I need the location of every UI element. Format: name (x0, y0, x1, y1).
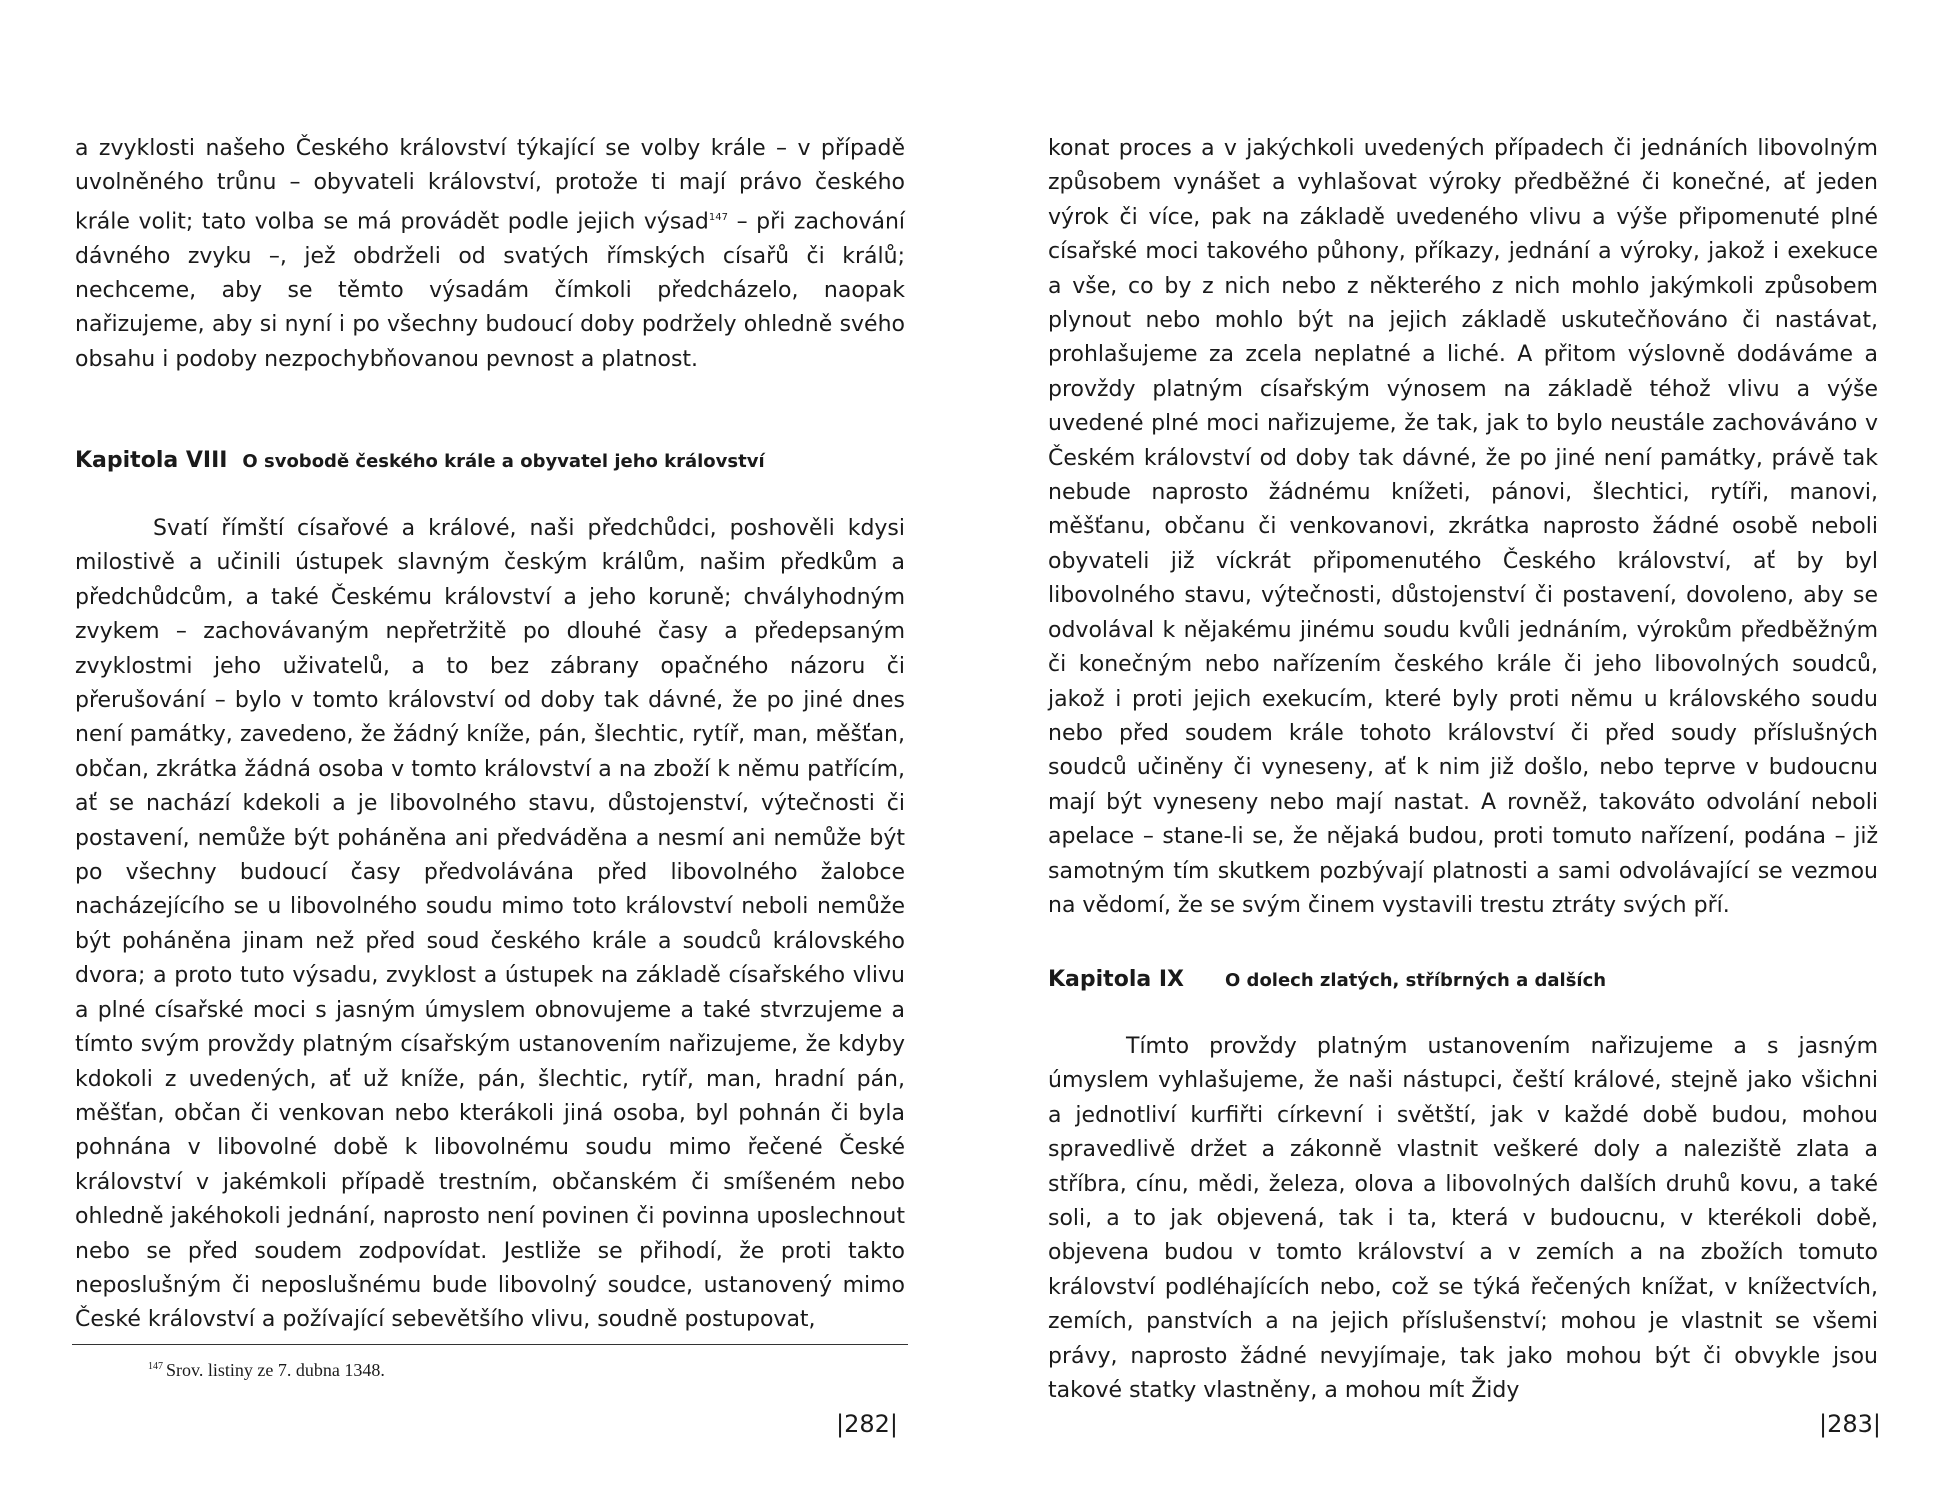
footnote-divider (72, 1344, 908, 1345)
left-intro-text: a zvyklosti našeho Českého království týkající se volby krále – v případě uvolněného trůnu – obyvateli království, protože ti mají právo českého krále volit; tato volba se má provádět podle jejich výsad (75, 136, 905, 235)
left-intro-continuation: – při zachování dávného zvyku –, jež obdrželi od svatých římských císařů či králů; nechceme, aby se těmto výsadám čímkoli předcházelo, naopak nařizujeme, aby si nyní i po všechny budoucí doby podržely ohledně svého obsahu i podoby nezpochybňovanou pevnost a platnost. (75, 209, 906, 372)
footnote-mark: 147 (148, 1361, 163, 1372)
chapter-heading-viii (75, 448, 765, 473)
left-body-text: Svatí římští císařové a králové, naši předchůdci, poshověli kdysi milostivě a učinili ústupek slavným českým králům, našim předkům a předchůdcům, a také Českému království a jeho koruně; chvályhodným zvykem – zachovávaným nepřetržitě po dlouhé časy a předepsaným zvyklostmi jeho uživatelů, a to bez zábrany opačného názoru či přerušování – bylo v tomto království od doby tak dávné, že po jiné dnes není památky, zavedeno, že žádný kníže, pán, šlechtic, rytíř, man, měšťan, občan, zkrátka žádná osoba v tomto království a na zboží k němu patřícím, ať se nachází kdekoli a je libovolného stavu, důstojenství, výtečnosti či postavení, nemůže být poháněna ani předváděna a nesmí ani nemůže být po všechny budoucí časy předvolávána před libovolného žalobce nacházejícího se u libovolného soudu mimo toto království neboli nemůže být poháněna jinam než před soud českého krále a soudců královského dvora; a proto tuto výsadu, zvyklost a ústupek na základě císařského vlivu a plné císařské moci s jasným úmyslem obnovujeme a také stvrzujeme a tímto svým provždy platným císařským ustanovením nařizujeme, že kdyby kdokoli z uvedených, ať už kníže, pán, šlechtic, rytíř, man, hradní pán, měšťan, občan či venkovan nebo kterákoli jiná osoba, byl pohnán či byla pohnána v libovolné době k libovolnému soudu mimo řečené České království v jakémkoli případě trestním, občanském či smíšeném nebo ohledně jakéhokoli jednání, naprosto není povinen či povinna uposlechnout nebo se před soudem zodpovídat. Jestliže se přihodí, že proti takto neposlušným či neposlušnému bude libovolný soudce, ustanovený mimo České království a požívající sebevětšího vlivu, soudně postupovat, (75, 516, 905, 1333)
page-number-right: |283| (1819, 1410, 1881, 1438)
footnote-reference[interactable]: 147 (708, 211, 728, 223)
left-intro-paragraph (75, 132, 905, 377)
left-body-paragraph (75, 512, 905, 1338)
right-intro-paragraph (1048, 132, 1878, 923)
page-number-left: |282| (836, 1410, 898, 1438)
right-body-paragraph (1048, 1030, 1878, 1408)
right-intro-text: konat proces a v jakýchkoli uvedených případech či jednáních libovolným způsobem vynášet a vyhlašovat výroky předběžné či konečné, ať jeden výrok či více, pak na základě uvedeného vlivu a výše připomenuté plné císařské moci takového půhony, příkazy, jednání a výroky, jakož i exekuce a vše, co by z nich nebo z některého z nich mohlo jakýmkoli způsobem plynout nebo mohlo být na jejich základě uskutečňováno či nastávat, prohlašujeme za zcela neplatné a liché. A přitom výslovně dodáváme a provždy platným císařským výnosem na základě téhož vlivu a výše uvedené plné moci nařizujeme, že tak, jak to bylo neustále zachováváno v Českém království od doby tak dávné, že po jiné není památky, právě tak nebude naprosto žádnému knížeti, pánovi, šlechtici, rytíři, manovi, měšťanu, občanu či venkovanovi, zkrátka naprosto žádné osobě neboli obyvateli již víckrát připomenutého Českého království, ať by byl libovolného stavu, výtečnosti, důstojenství či postavení, dovoleno, aby se odvolával k nějakému jinému soudu kvůli jednáním, výrokům předběžným či konečným nebo nařízením českého krále či jeho libovolných soudců, jakož i proti jejich exekucím, které byly proti němu u královského soudu nebo před soudem krále tohoto království či před soudy příslušných soudců učiněny či vyneseny, ať k nim již došlo, nebo teprve v budoucnu mají být vyneseny nebo mají nastat. A rovněž, takováto odvolání neboli apelace – stane-li se, že nějaká budou, proti tomuto nařízení, podána – již samotným tím skutkem pozbývají platnosti a sami odvolávající se vezmou na vědomí, že se svým činem vystavili trestu ztráty svých pří. (1048, 136, 1878, 918)
chapter-title: O svobodě českého krále a obyvatel jeho království (242, 451, 765, 472)
chapter-number: Kapitola VIII (75, 448, 228, 473)
chapter-number: Kapitola IX (1048, 967, 1185, 992)
footnote (148, 1360, 385, 1381)
footnote-text: Srov. listiny ze 7. dubna 1348. (166, 1360, 385, 1380)
right-body-text: Tímto provždy platným ustanovením nařizujeme a s jasným úmyslem vyhlašujeme, že naši nástupci, čeští králové, stejně jako všichni a jednotliví kurfiřti církevní i světští, jak v každé době budou, mohou spravedlivě držet a zákonně vlastnit veškeré doly a naleziště zlata a stříbra, cínu, mědi, železa, olova a libovolných dalších druhů kovu, a také soli, a to jak objevená, tak i ta, která v budoucnu, v kterékoli době, objevena budou v tomto království a v zemích a na zbožích tomuto království podléhajících nebo, což se týká řečených knížat, v knížectvích, zemích, panstvích a na jejich příslušenství; mohou je vlastnit se všemi právy, naprosto žádné nevyjímaje, tak jako mohou být či obvykle jsou takové statky vlastněny, a mohou mít Židy (1048, 1034, 1878, 1404)
right-page (970, 0, 1940, 1500)
chapter-title: O dolech zlatých, stříbrných a dalších (1224, 970, 1607, 991)
chapter-heading-ix (1048, 967, 1606, 992)
